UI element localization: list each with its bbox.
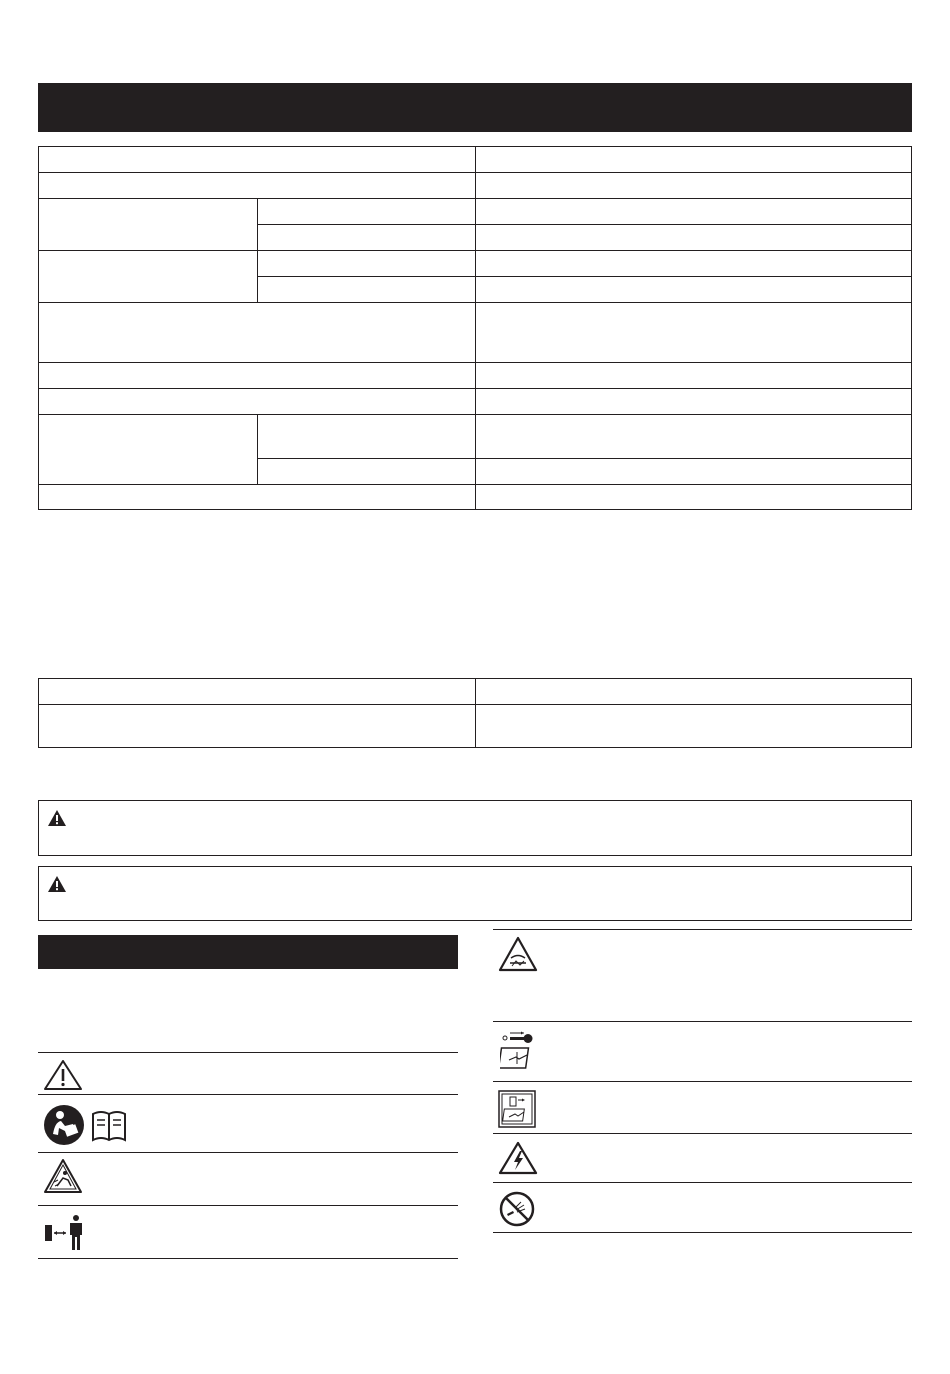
spec-sub-label bbox=[257, 276, 476, 303]
spec-group-label bbox=[38, 198, 258, 251]
spec-sub-label bbox=[257, 198, 476, 225]
battery-table-value bbox=[475, 678, 912, 705]
flying-objects-warning-icon bbox=[43, 1158, 83, 1194]
spec-value bbox=[475, 458, 912, 485]
warning-triangle-icon bbox=[47, 875, 67, 893]
spec-value bbox=[475, 362, 912, 389]
divider bbox=[38, 1052, 458, 1053]
divider bbox=[493, 1021, 912, 1022]
spec-label bbox=[38, 388, 476, 415]
spec-value bbox=[475, 276, 912, 303]
warning-triangle-icon bbox=[47, 809, 67, 827]
spec-sub-label bbox=[257, 458, 476, 485]
divider bbox=[493, 1182, 912, 1183]
spec-value bbox=[475, 198, 912, 225]
spec-label bbox=[38, 362, 476, 389]
read-manual-icon bbox=[43, 1104, 129, 1146]
spec-value bbox=[475, 172, 912, 199]
battery-table-value bbox=[475, 704, 912, 748]
spec-group-label bbox=[38, 250, 258, 303]
divider bbox=[493, 1232, 912, 1233]
remove-key-before-maintenance-icon bbox=[500, 1030, 536, 1070]
spec-value bbox=[475, 414, 912, 459]
spec-sub-label bbox=[257, 224, 476, 251]
symbols-intro bbox=[38, 980, 458, 1040]
caution-triangle-icon bbox=[43, 1059, 83, 1091]
spec-sub-label bbox=[257, 414, 476, 459]
specifications-header-bar bbox=[38, 83, 912, 132]
battery-table-label bbox=[38, 704, 476, 748]
spec-group-label bbox=[38, 414, 258, 485]
divider bbox=[38, 1094, 458, 1095]
spec-label bbox=[38, 484, 476, 510]
spec-value bbox=[475, 388, 912, 415]
divider bbox=[38, 1152, 458, 1153]
no-water-spray-icon bbox=[498, 1190, 536, 1228]
rotating-blade-warning-icon bbox=[498, 936, 538, 972]
divider bbox=[38, 1205, 458, 1206]
warning-box bbox=[38, 800, 912, 856]
spec-value bbox=[475, 302, 912, 363]
spec-value bbox=[475, 224, 912, 251]
spec-value bbox=[475, 146, 912, 173]
spec-label bbox=[38, 302, 476, 363]
keep-distance-icon bbox=[43, 1213, 87, 1253]
spec-sub-label bbox=[257, 250, 476, 277]
battery-table-label bbox=[38, 678, 476, 705]
electric-hazard-icon bbox=[498, 1141, 538, 1175]
divider bbox=[493, 929, 912, 930]
spec-value bbox=[475, 484, 912, 510]
spec-label bbox=[38, 172, 476, 199]
divider bbox=[493, 1081, 912, 1082]
divider bbox=[38, 1258, 458, 1259]
symbols-section-header bbox=[38, 935, 458, 969]
maintenance-instruction-icon bbox=[498, 1090, 536, 1128]
divider bbox=[493, 1133, 912, 1134]
spec-label bbox=[38, 146, 476, 173]
warning-box bbox=[38, 866, 912, 921]
spec-value bbox=[475, 250, 912, 277]
